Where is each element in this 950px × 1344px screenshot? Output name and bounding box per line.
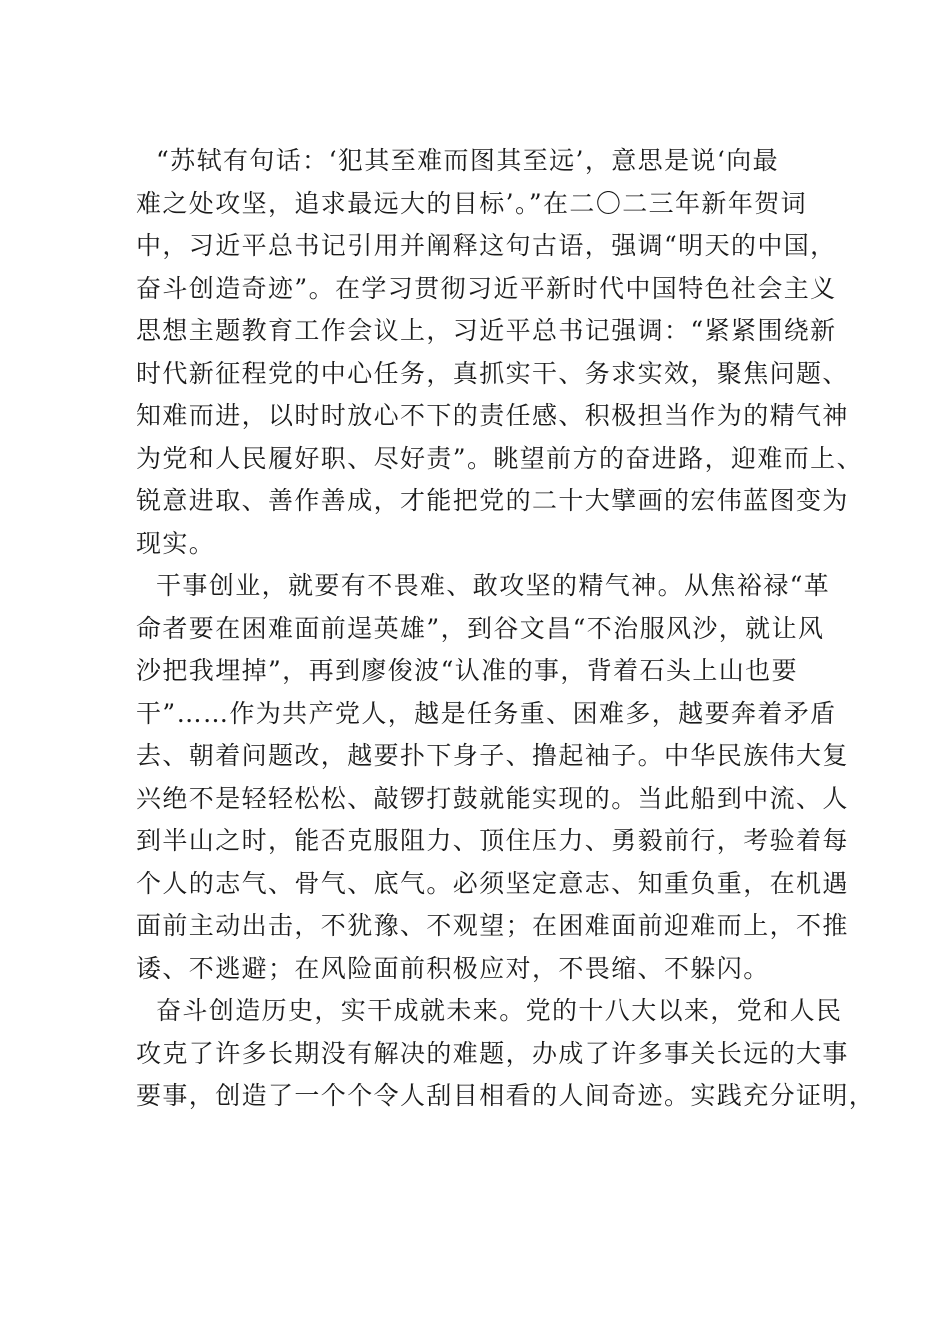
paragraph-line: 沙把我埋掉”，再到廖俊波“认准的事，背着石头上山也要 xyxy=(136,656,798,685)
paragraph-line: 个人的志气、骨气、底气。必须坚定意志、知重负重，在机遇 xyxy=(136,868,849,898)
paragraph-line: “苏轼有句话：‘犯其至难而图其至远’，意思是说‘向最 xyxy=(156,146,780,175)
paragraph-3 xyxy=(136,990,876,1118)
paragraph-2 xyxy=(136,565,856,990)
paragraph-line: 命者要在困难面前逞英雄”，到谷文昌“不治服风沙，就让风 xyxy=(136,613,825,643)
paragraph-1 xyxy=(136,140,863,565)
paragraph-line: 为党和人民履好职、尽好责”。眺望前方的奋进路，迎难而上、 xyxy=(136,443,863,473)
paragraph-line: 攻克了许多长期没有解决的难题，办成了许多事关长远的大事 xyxy=(136,1038,849,1068)
paragraph-line: 诿、不逃避；在风险面前积极应对，不畏缩、不躲闪。 xyxy=(136,953,770,983)
paragraph-line: 奋斗创造历史，实干成就未来。党的十八大以来，党和人民 xyxy=(156,996,843,1025)
paragraph-line: 要事，创造了一个个令人刮目相看的人间奇迹。实践充分证明， xyxy=(136,1081,876,1110)
paragraph-line: 现实。 xyxy=(136,528,216,558)
paragraph-line: 兴绝不是轻轻松松、敲锣打鼓就能实现的。当此船到中流、人 xyxy=(136,783,849,813)
paragraph-line: 去、朝着问题改，越要扑下身子、撸起袖子。中华民族伟大复 xyxy=(136,741,849,770)
paragraph-line: 面前主动出击，不犹豫、不观望；在困难面前迎难而上，不推 xyxy=(136,911,849,940)
paragraph-line: 中，习近平总书记引用并阐释这句古语，强调“明天的中国， xyxy=(136,231,837,260)
paragraph-line: 知难而进，以时时放心不下的责任感、积极担当作为的精气神 xyxy=(136,401,849,430)
paragraph-line: 干事创业，就要有不畏难、敢攻坚的精气神。从焦裕禄“革 xyxy=(156,571,831,600)
paragraph-line: 难之处攻坚，追求最远大的目标’。”在二〇二三年新年贺词 xyxy=(136,188,808,218)
article-body xyxy=(136,140,876,1118)
paragraph-line: 干”……作为共产党人，越是任务重、困难多，越要奔着矛盾 xyxy=(136,698,837,728)
paragraph-line: 时代新征程党的中心任务，真抓实干、务求实效，聚焦问题、 xyxy=(136,358,849,388)
paragraph-line: 奋斗创造奇迹”。在学习贯彻习近平新时代中国特色社会主义 xyxy=(136,273,837,303)
paragraph-line: 思想主题教育工作会议上，习近平总书记强调：“紧紧围绕新 xyxy=(136,316,837,345)
paragraph-line: 到半山之时，能否克服阻力、顶住压力、勇毅前行，考验着每 xyxy=(136,826,849,855)
paragraph-line: 锐意进取、善作善成，才能把党的二十大擘画的宏伟蓝图变为 xyxy=(136,486,849,515)
